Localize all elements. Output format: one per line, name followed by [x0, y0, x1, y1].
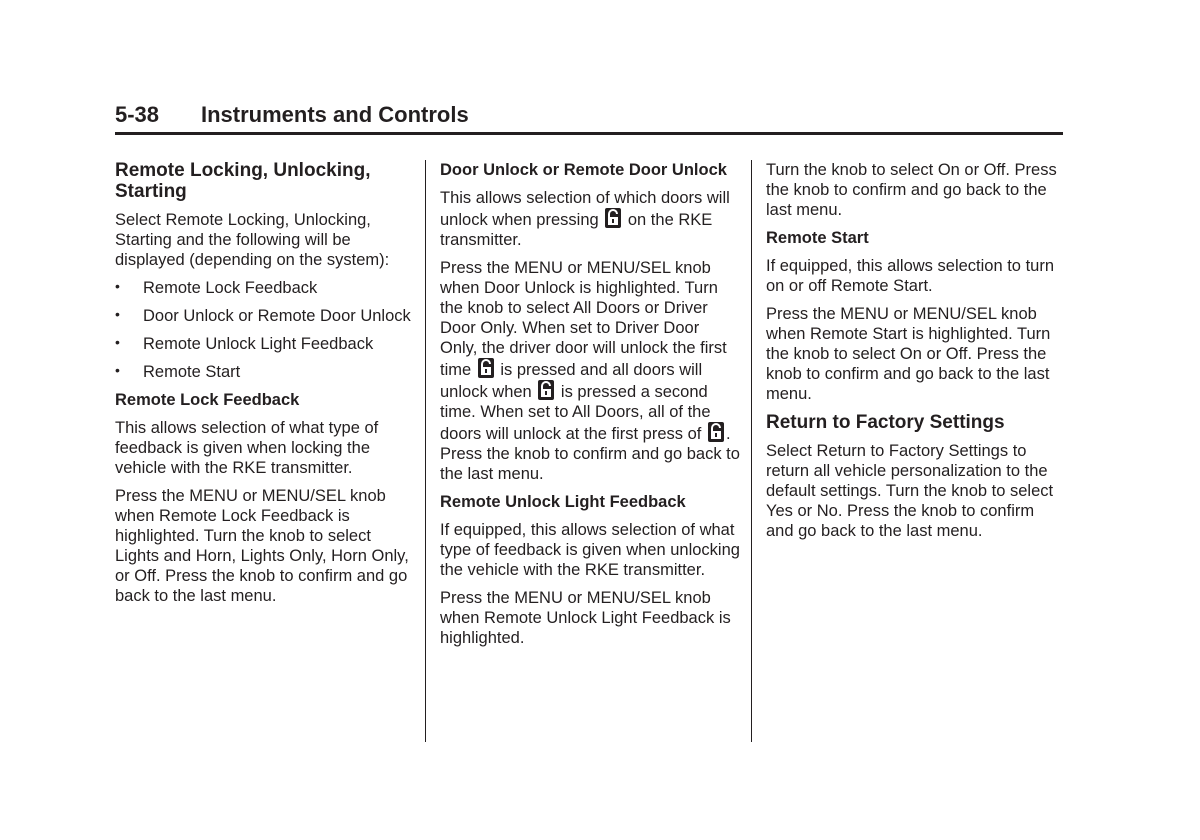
column-3 [766, 160, 1066, 549]
text-run: . Press the knob to confirm and go back to the last menu. [440, 425, 740, 483]
paragraph: Select Return to Factory Settings to return all vehicle personalization to the default settings. Turn the knob to select Yes or No. Press the knob to confirm and go back to the last menu. [766, 442, 1054, 540]
unlock-icon [708, 422, 724, 442]
unlock-icon [538, 380, 554, 400]
subheading-door-unlock: Door Unlock or Remote Door Unlock [440, 161, 727, 179]
paragraph: If equipped, this allows selection to turn on or off Remote Start. [766, 257, 1055, 295]
paragraph: Press the MENU or MENU/SEL knob when Remote Unlock Light Feedback is highlighted. [440, 589, 731, 647]
column-divider [425, 160, 426, 742]
text-run: Press the MENU or MENU/SEL knob when Door Unlock is highlighted. Turn the knob to select All Doors or Driver Door Only. When set to Driver Door Only, the driver door will unlock the first time [440, 259, 727, 379]
column-divider [751, 160, 752, 742]
section-title: Instruments and Controls [201, 102, 469, 127]
text-run: on the RKE transmitter. [440, 211, 713, 249]
subheading-remote-start: Remote Start [766, 229, 869, 247]
paragraph: Select Remote Locking, Unlocking, Starting and the following will be displayed (depending on the system): [115, 211, 390, 269]
column-1 [115, 160, 415, 614]
text-run: This allows selection of which doors will unlock when pressing [440, 189, 730, 229]
subheading-remote-unlock-light-feedback: Remote Unlock Light Feedback [440, 493, 686, 511]
page-header [115, 100, 1063, 135]
list-item: • Remote Lock Feedback [115, 278, 415, 298]
paragraph [440, 188, 740, 250]
paragraph: If equipped, this allows selection of what type of feedback is given when unlocking the vehicle with the RKE transmitter. [440, 521, 740, 579]
heading-remote-locking: Remote Locking, Unlocking, Starting [115, 160, 371, 202]
list-item: • Remote Start [115, 362, 415, 382]
paragraph: This allows selection of what type of feedback is given when locking the vehicle with the RKE transmitter. [115, 419, 379, 477]
paragraph [440, 258, 740, 484]
list-item: • Remote Unlock Light Feedback [115, 334, 415, 354]
text-run: is pressed a second time. When set to All Doors, all of the doors will unlock at the first press of [440, 383, 711, 443]
page-number: 5-38 [115, 102, 160, 127]
list-item: • Door Unlock or Remote Door Unlock [115, 306, 415, 326]
unlock-icon [478, 358, 494, 378]
paragraph: Turn the knob to select On or Off. Press the knob to confirm and go back to the last menu. [766, 161, 1057, 219]
paragraph: Press the MENU or MENU/SEL knob when Remote Start is highlighted. Turn the knob to select On or Off. Press the knob to confirm and go back to the last menu. [766, 305, 1051, 403]
column-2 [440, 160, 740, 656]
heading-return-to-factory-settings: Return to Factory Settings [766, 412, 1005, 433]
subheading-remote-lock-feedback: Remote Lock Feedback [115, 391, 300, 409]
text-run: is pressed and all doors will unlock when [440, 361, 703, 401]
bullet-list [115, 278, 415, 382]
paragraph: Press the MENU or MENU/SEL knob when Remote Lock Feedback is highlighted. Turn the knob to select Lights and Horn, Lights Only, Horn Only, or Off. Press the knob to confirm and go back to the last menu. [115, 487, 409, 605]
unlock-icon [605, 208, 621, 228]
